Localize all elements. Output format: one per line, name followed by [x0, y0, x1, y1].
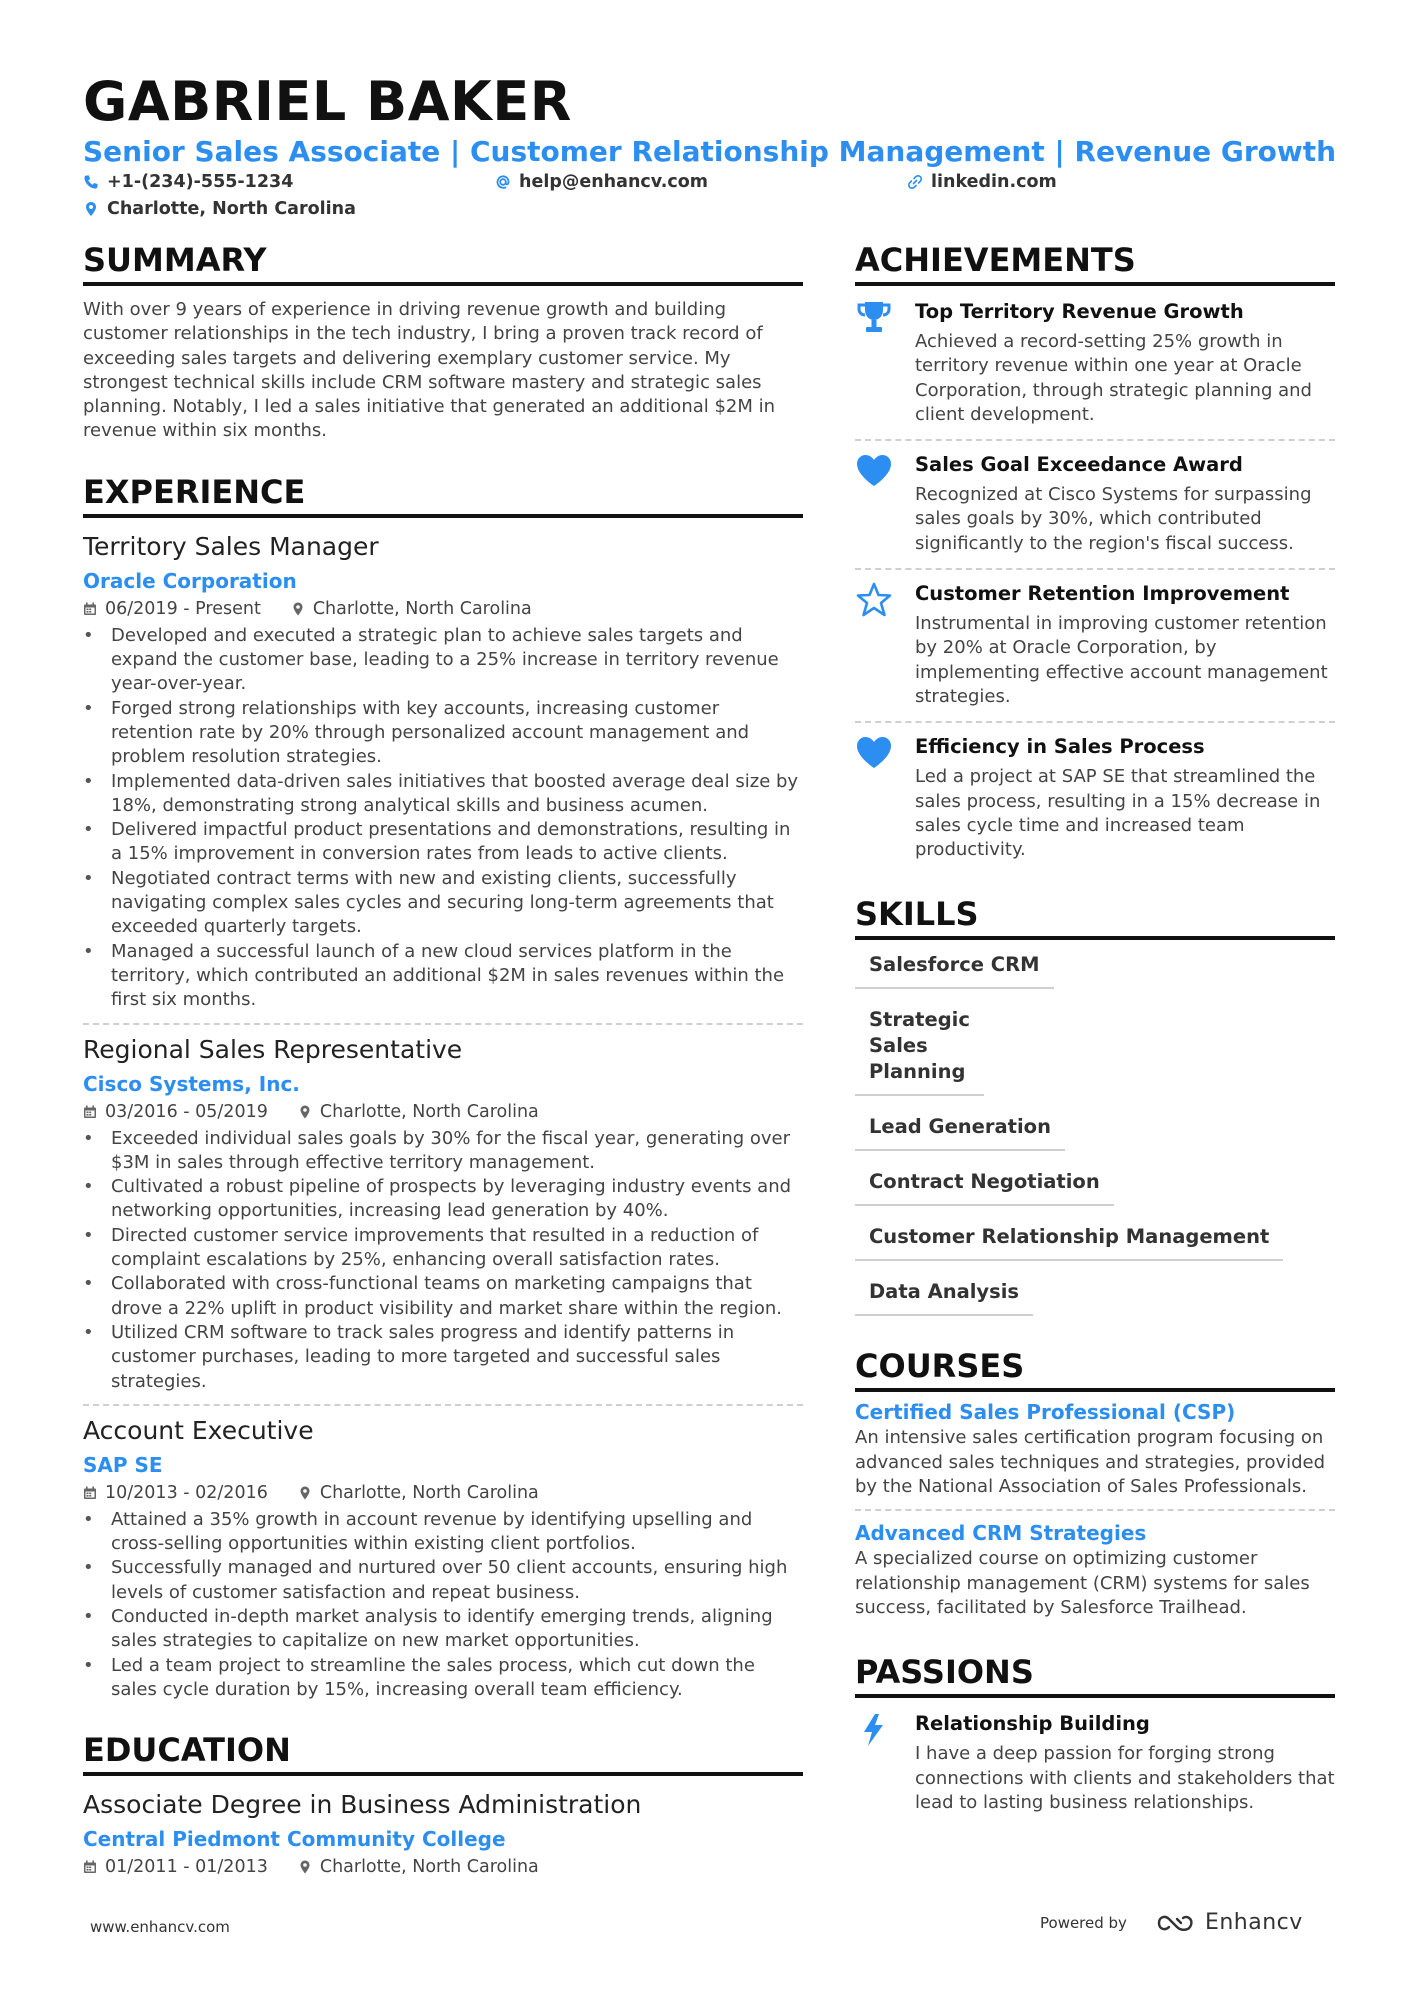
bullet-item: • Utilized CRM software to track sales progress and identify patterns in customer purchases, leading to more targeted and successful sales strategies.	[83, 1321, 803, 1394]
job-bullets	[83, 624, 803, 1013]
education-location	[298, 1854, 539, 1880]
job-dates: 06/2019 - Present	[105, 598, 261, 619]
bullet-item: • Cultivated a robust pipeline of prospects by leveraging industry events and networking opportunities, increasing lead generation by 40%.	[83, 1175, 803, 1224]
course-desc: A specialized course on optimizing customer relationship management (CRM) systems for sales success, facilitated by Salesforce Trailhead.	[855, 1548, 1310, 1618]
contact-linkedin[interactable]	[907, 171, 1057, 193]
school-name: Central Piedmont Community College	[83, 1827, 506, 1852]
bullet-item: • Directed customer service improvements that resulted in a reduction of complaint escalations by 25%, enhancing overall satisfaction rates.	[83, 1224, 803, 1273]
skill-tag: Lead Generation	[855, 1108, 1065, 1151]
job-dates: 03/2016 - 05/2019	[105, 1101, 268, 1122]
phone-icon	[83, 174, 99, 190]
skill-tag: Salesforce CRM	[855, 946, 1054, 989]
location-pin-icon	[298, 1105, 312, 1119]
achievements-section	[855, 240, 1335, 874]
powered-by-text: Powered by	[1040, 1913, 1127, 1932]
candidate-name: GABRIEL BAKER	[83, 70, 572, 133]
trophy-icon	[855, 300, 893, 336]
course-item	[855, 1509, 1335, 1630]
achievement-item	[855, 288, 1335, 439]
education-section	[83, 1730, 803, 1880]
job-location-text: Charlotte, North Carolina	[319, 1482, 539, 1503]
skill-tag: Data Analysis	[855, 1273, 1033, 1316]
skill-tag: Strategic Sales Planning	[855, 1001, 984, 1096]
heart-icon	[855, 453, 893, 489]
contact-email[interactable]	[495, 171, 708, 193]
bullet-item: • Successfully managed and nurtured over 50 client accounts, ensuring high levels of customer satisfaction and repeat business.	[83, 1556, 803, 1605]
bullet-item: • Attained a 35% growth in account revenue by identifying upselling and cross-selling opportunities within existing client portfolios.	[83, 1508, 803, 1557]
achievement-desc: Achieved a record-setting 25% growth in territory revenue within one year at Oracle Corporation, through strategic planning and client development.	[915, 331, 1312, 425]
bullet-item: • Forged strong relationships with key accounts, increasing customer retention rate by 20% through personalized account management and problem resolution strategies.	[83, 697, 803, 770]
bullet-item: • Collaborated with cross-functional teams on marketing campaigns that drove a 22% uplift in product visibility and market share within the region.	[83, 1272, 803, 1321]
job-location	[298, 1099, 539, 1125]
contact-phone[interactable]	[83, 171, 293, 193]
job-location-text: Charlotte, North Carolina	[312, 598, 532, 619]
location-pin-icon	[298, 1486, 312, 1500]
email-text: help@enhancv.com	[519, 172, 709, 192]
bullet-item: • Managed a successful launch of a new cloud services platform in the territory, which contributed an additional $2M in sales revenues within the first six months.	[83, 940, 803, 1013]
location-pin-icon	[298, 1860, 312, 1874]
skill-tag: Contract Negotiation	[855, 1163, 1114, 1206]
company-name: Oracle Corporation	[83, 568, 297, 593]
degree-title: Associate Degree in Business Administration	[83, 1790, 642, 1820]
job-meta	[83, 1480, 803, 1506]
education-location-text: Charlotte, North Carolina	[319, 1857, 539, 1878]
job-location	[298, 1480, 539, 1506]
education-dates: 01/2011 - 01/2013	[105, 1857, 268, 1878]
achievement-desc: Led a project at SAP SE that streamlined the sales process, resulting in a 15% decrease in sales cycle time and increased team productivity.	[915, 766, 1321, 861]
course-title: Certified Sales Professional (CSP)	[855, 1400, 1236, 1425]
job-title: Regional Sales Representative	[83, 1034, 463, 1064]
job-location-text: Charlotte, North Carolina	[319, 1101, 539, 1122]
lightning-icon	[855, 1712, 893, 1748]
achievement-item	[855, 721, 1335, 874]
job-title: Territory Sales Manager	[83, 531, 379, 561]
bullet-item: • Negotiated contract terms with new and existing clients, successfully navigating complex sales cycles and securing long-term agreements that exceeded quarterly targets.	[83, 867, 803, 940]
contact-location	[83, 198, 356, 220]
courses-section	[855, 1346, 1335, 1630]
experience-item	[83, 1404, 803, 1712]
skill-tag: Customer Relationship Management	[855, 1218, 1283, 1261]
course-item	[855, 1398, 1335, 1509]
experience-section	[83, 472, 803, 1712]
summary-title: SUMMARY	[83, 240, 803, 286]
achievement-title: Customer Retention Improvement	[915, 582, 1290, 606]
location-pin-icon	[83, 201, 99, 217]
bullet-item: • Developed and executed a strategic plan to achieve sales targets and expand the customer base, leading to a 25% increase in territory revenue year-over-year.	[83, 624, 803, 697]
summary-section	[83, 240, 803, 444]
job-dates: 10/2013 - 02/2016	[105, 1482, 268, 1503]
footer-branding	[1040, 1910, 1303, 1935]
bullet-item: • Led a team project to streamline the sales process, which cut down the sales cycle duration by 15%, increasing overall team efficiency.	[83, 1654, 803, 1703]
experience-item	[83, 1023, 803, 1404]
achievement-desc: Instrumental in improving customer retention by 20% at Oracle Corporation, by implementing effective account management strategies.	[915, 613, 1328, 707]
job-bullets	[83, 1127, 803, 1394]
experience-title: EXPERIENCE	[83, 472, 803, 518]
calendar-icon	[83, 602, 97, 616]
passion-title: Relationship Building	[915, 1712, 1150, 1736]
passions-title: PASSIONS	[855, 1652, 1335, 1698]
at-icon	[495, 174, 511, 190]
achievement-item	[855, 568, 1335, 721]
course-title: Advanced CRM Strategies	[855, 1521, 1147, 1546]
bullet-item: • Exceeded individual sales goals by 30% for the fiscal year, generating over $3M in sales through effective territory management.	[83, 1127, 803, 1176]
job-bullets	[83, 1508, 803, 1702]
calendar-icon	[83, 1860, 97, 1874]
location-text: Charlotte, North Carolina	[107, 199, 356, 219]
brand-name: Enhancv	[1204, 1910, 1303, 1935]
company-name: Cisco Systems, Inc.	[83, 1071, 300, 1096]
courses-title: COURSES	[855, 1346, 1335, 1392]
education-title: EDUCATION	[83, 1730, 803, 1776]
job-meta	[83, 1099, 803, 1125]
education-meta	[83, 1854, 803, 1880]
summary-text: With over 9 years of experience in driving revenue growth and building customer relationships in the tech industry, I bring a proven track record of exceeding sales targets and delivering exemplary customer service. My strongest technical skills include CRM software mastery and strategic sales planning. Notably, I led a sales initiative that generated an additional $2M in revenue within six months.	[83, 299, 776, 442]
passion-desc: I have a deep passion for forging strong connections with clients and stakeholders that lead to lasting business relationships.	[915, 1743, 1335, 1813]
linkedin-text: linkedin.com	[931, 172, 1057, 192]
headline: Senior Sales Associate | Customer Relationship Management | Revenue Growth	[83, 135, 1337, 168]
job-location	[291, 596, 532, 622]
achievement-title: Top Territory Revenue Growth	[915, 300, 1244, 323]
calendar-icon	[83, 1105, 97, 1119]
achievements-title: ACHIEVEMENTS	[855, 240, 1335, 286]
skills-list	[855, 946, 1335, 1328]
experience-item	[83, 530, 803, 1023]
course-desc: An intensive sales certification program focusing on advanced sales techniques and strategies, provided by the National Association of Sales Professionals.	[855, 1427, 1326, 1498]
brand-logo[interactable]	[1155, 1910, 1303, 1935]
achievement-title: Sales Goal Exceedance Award	[915, 453, 1243, 477]
link-icon	[907, 174, 923, 190]
achievement-title: Efficiency in Sales Process	[915, 735, 1205, 759]
passions-section	[855, 1652, 1335, 1827]
company-name: SAP SE	[83, 1452, 163, 1477]
left-column	[83, 240, 803, 1880]
footer-website[interactable]: www.enhancv.com	[90, 1918, 230, 1936]
phone-text: +1-(234)-555-1234	[107, 172, 294, 192]
calendar-icon	[83, 1486, 97, 1500]
skills-title: SKILLS	[855, 894, 1335, 940]
star-icon	[855, 582, 893, 618]
bullet-item: • Conducted in-depth market analysis to identify emerging trends, aligning sales strategies to capitalize on new market opportunities.	[83, 1605, 803, 1654]
heart-icon	[855, 735, 893, 771]
location-pin-icon	[291, 602, 305, 616]
achievement-item	[855, 439, 1335, 568]
job-title: Account Executive	[83, 1415, 314, 1445]
achievement-desc: Recognized at Cisco Systems for surpassing sales goals by 30%, which contributed significantly to the region's fiscal success.	[915, 484, 1312, 554]
skills-section	[855, 894, 1335, 1328]
passion-item	[855, 1700, 1335, 1827]
bullet-item: • Implemented data-driven sales initiatives that boosted average deal size by 18%, demonstrating strong analytical skills and business acumen.	[83, 770, 803, 819]
enhancv-logo-icon	[1155, 1911, 1199, 1935]
bullet-item: • Delivered impactful product presentations and demonstrations, resulting in a 15% improvement in conversion rates from leads to active clients.	[83, 818, 803, 867]
job-meta	[83, 596, 803, 622]
right-column	[855, 240, 1335, 1827]
